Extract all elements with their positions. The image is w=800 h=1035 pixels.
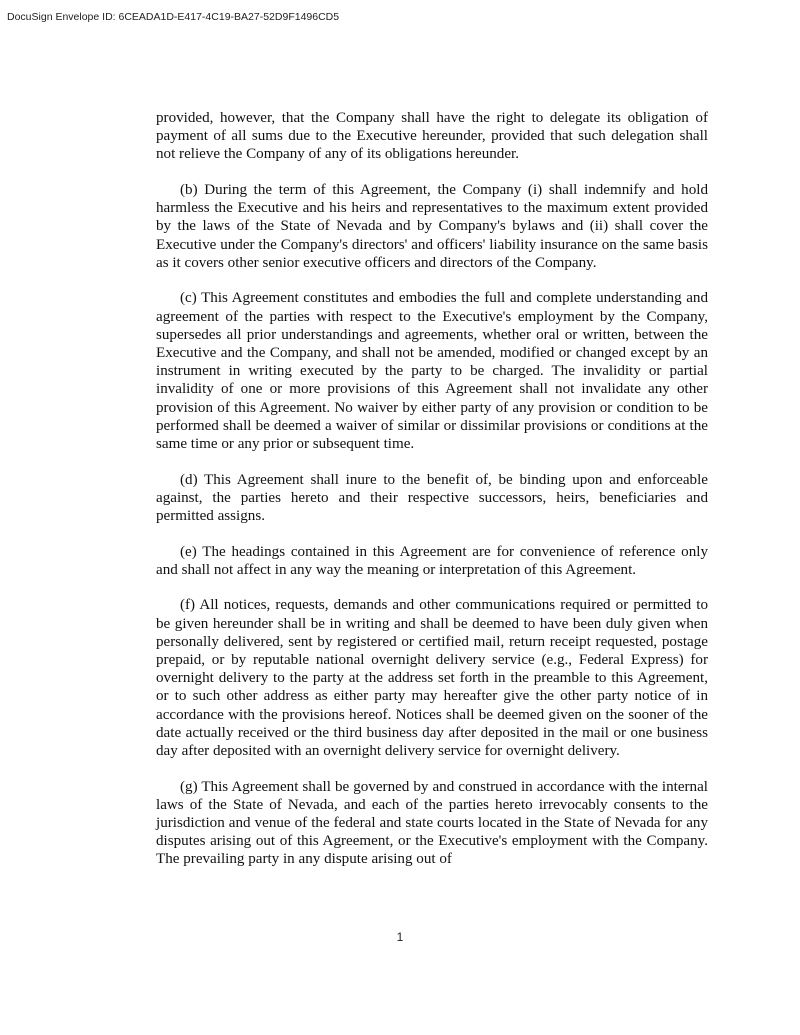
paragraph-e-headings: (e) The headings contained in this Agreement are for convenience of reference only and shall not affect in any way the meaning or interpretation of this Agreement.	[156, 543, 708, 578]
paragraph-c-entire-agreement: (c) This Agreement constitutes and embodies the full and complete understanding and agreement of the parties with respect to the Executive's employment by the Company, supersedes all prior understandings and agreements, whether oral or written, between the Executive and the Company, and shall not be amended, modified or changed except by an instrument in writing executed by the party to be charged. The invalidity or partial invalidity of one or more provisions of this Agreement shall not invalidate any other provision of this Agreement. No waiver by either party of any provision or condition to be performed shall be deemed a waiver of similar or dissimilar provisions or conditions at the same time or any prior or subsequent time.	[156, 290, 708, 453]
document-body	[156, 109, 708, 886]
paragraph-f-notices: (f) All notices, requests, demands and other communications required or permitted to be given hereunder shall be in writing and shall be deemed to have been duly given when personally delivered, sent by registered or certified mail, return receipt requested, postage prepaid, or by reputable national overnight delivery service (e.g., Federal Express) for overnight delivery to the party at the address set forth in the preamble to this Agreement, or to such other address as either party may hereafter give the other party notice of in accordance with the provisions hereof. Notices shall be deemed given on the sooner of the date actually received or the third business day after deposited in the mail or one business day after deposited with an overnight delivery service for overnight delivery.	[156, 597, 708, 760]
paragraph-continuation: provided, however, that the Company shall have the right to delegate its obligation of payment of all sums due to the Executive hereunder, provided that such delegation shall not relieve the Company of any of its obligations hereunder.	[156, 110, 708, 163]
paragraph-d-successors: (d) This Agreement shall inure to the benefit of, be binding upon and enforceable against, the parties hereto and their respective successors, heirs, beneficiaries and permitted assigns.	[156, 471, 708, 525]
paragraph-g-governing-law: (g) This Agreement shall be governed by and construed in accordance with the internal laws of the State of Nevada, and each of the parties hereto irrevocably consents to the jurisdiction and venue of the federal and state courts located in the State of Nevada for any disputes arising out of this Agreement, or the Executive's employment with the Company. The prevailing party in any dispute arising out of	[156, 778, 708, 868]
docusign-envelope-id: DocuSign Envelope ID: 6CEADA1D-E417-4C19-BA27-52D9F1496CD5	[7, 11, 340, 23]
page-number: 1	[396, 930, 404, 944]
paragraph-b-indemnification: (b) During the term of this Agreement, the Company (i) shall indemnify and hold harmless the Executive and his heirs and representatives to the maximum extent provided by the laws of the State of Nevada and by Company's bylaws and (ii) shall cover the Executive under the Company's directors' and officers' liability insurance on the same basis as it covers other senior executive officers and directors of the Company.	[156, 182, 708, 271]
